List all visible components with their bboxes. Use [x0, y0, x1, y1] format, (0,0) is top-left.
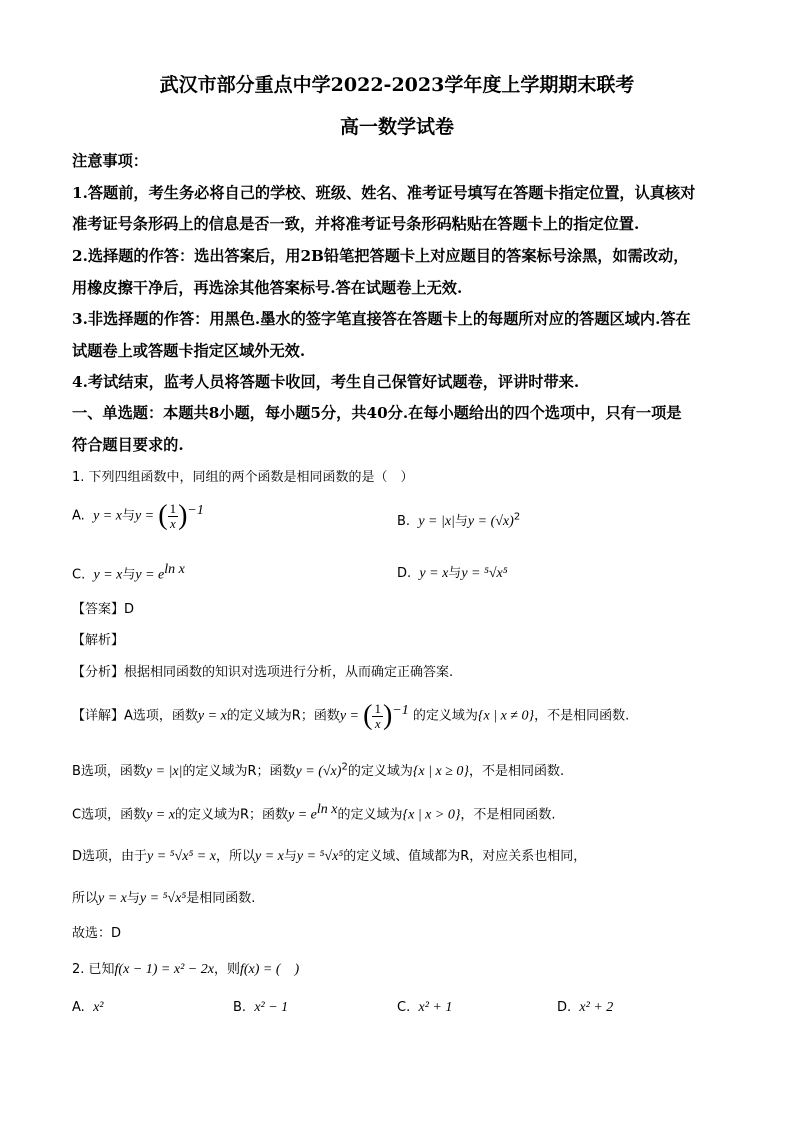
q2-option-a: A. x² — [72, 1000, 104, 1015]
note-3b: 试题卷上或答题卡指定区域外无效. — [72, 342, 306, 360]
q1-analysis-tag: 【解析】 — [72, 633, 125, 648]
q2-option-c: C. x² + 1 — [397, 1000, 453, 1015]
note-2a: 2.选择题的作答：选出答案后，用2B铅笔把答题卡上对应题目的答案标号涂黑，如需改动， — [72, 247, 689, 265]
q1-option-a: A. y = x与y = ( $\frac{1}{x}$ )$^{-1}$ — [72, 500, 204, 531]
q1-detail-d: D选项，由于y = ⁵√x⁵ = x，所以y = x与y = ⁵√x⁵的定义域、值域都为R，对应关系也相同， — [72, 849, 587, 864]
q2-stem: 2. 已知f(x − 1) = x² − 2x，则f(x) = ( ) — [72, 962, 300, 977]
q1-option-b: B. y = |x|与$y = (√x)^2$ — [397, 511, 521, 529]
note-1a: 1.答题前，考生务必将自己的学校、班级、姓名、准考证号填写在答题卡指定位置，认真核对 — [72, 184, 696, 202]
note-2b: 用橡皮擦干净后，再选涂其他答案标号.答在试题卷上无效. — [72, 279, 463, 297]
q2-option-b: B. x² − 1 — [233, 1000, 289, 1015]
q2-option-d: D. x² + 2 — [557, 1000, 614, 1015]
notes-heading: 注意事项： — [72, 152, 148, 170]
section-heading-a: 一、单选题：本题共8小题，每小题5分，共40分.在每小题给出的四个选项中，只有一项是 — [72, 404, 682, 422]
note-3a: 3.非选择题的作答：用黑色.墨水的签字笔直接答在答题卡上的每题所对应的答题区域内.答在 — [72, 310, 691, 328]
q1-answer: 【答案】D — [72, 602, 135, 617]
note-4: 4.考试结束，监考人员将答题卡收回，考生自己保管好试题卷，评讲时带来. — [72, 373, 580, 391]
q1-option-c: C. y = x与$y = e^{ln x}$ — [72, 562, 185, 583]
exam-title: 武汉市部分重点中学2022-2023学年度上学期期末联考 — [159, 74, 635, 96]
note-1b: 准考证号条形码上的信息是否一致，并将准考证号条形码粘贴在答题卡上的指定位置. — [72, 215, 640, 233]
q1-choose: 故选：D — [72, 926, 122, 941]
q1-stem: 1. 下列四组函数中，同组的两个函数是相同函数的是（ ） — [72, 470, 414, 485]
q1-detail-b: B选项，函数y = |x|的定义域为R；函数$y = (√x)^2$的定义域为{x | x ≥ 0}，不是相同函数. — [72, 761, 565, 779]
q1-detail-e: 所以y = x与y = ⁵√x⁵是相同函数. — [72, 891, 256, 906]
section-heading-b: 符合题目要求的. — [72, 436, 184, 454]
q1-detail-a: 【详解】A选项，函数y = x的定义域为R；函数y = ( $\frac{1}{x}$ )$^{-1}$ 的定义域为{x | x ≠ 0}，不是相同函数. — [72, 700, 630, 731]
q1-detail-c: C选项，函数y = x的定义域为R；函数$y = e^{ln x}$的定义域为{x | x > 0}，不是相同函数. — [72, 802, 556, 823]
q1-option-d: D. y = x与y = ⁵√x⁵ — [397, 566, 508, 581]
exam-subtitle: 高一数学试卷 — [339, 116, 454, 138]
q1-fenxi: 【分析】根据相同函数的知识对选项进行分析，从而确定正确答案. — [72, 665, 454, 680]
